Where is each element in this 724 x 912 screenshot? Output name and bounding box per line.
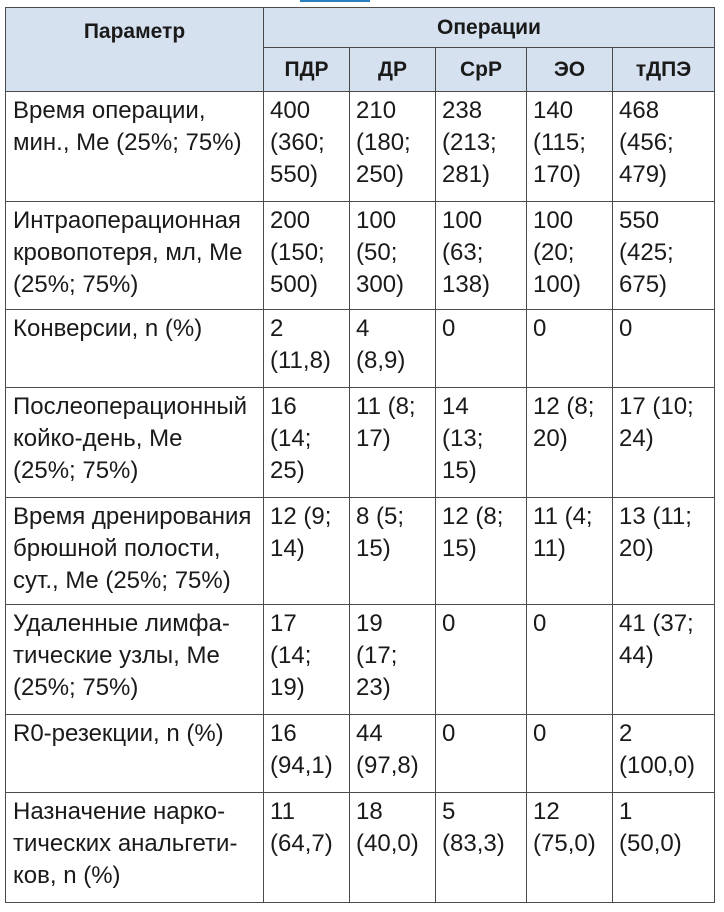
table-cell: 16 (14; 25) bbox=[264, 388, 350, 498]
table-cell: 17 (14; 19) bbox=[264, 604, 350, 714]
table-cell: 200 (150; 500) bbox=[264, 202, 350, 310]
table-row bbox=[6, 388, 715, 498]
table-cell: 41 (37; 44) bbox=[613, 604, 715, 714]
header-operations: Операции bbox=[264, 8, 715, 48]
table-cell: 16 (94,1) bbox=[264, 714, 350, 792]
results-table bbox=[5, 7, 715, 903]
table-row bbox=[6, 202, 715, 310]
table-row bbox=[6, 604, 715, 714]
table-cell: 19 (17; 23) bbox=[350, 604, 436, 714]
row-label: Интраоперационная кровопотеря, мл, Me (25%; 75%) bbox=[6, 202, 264, 310]
table-cell: 210 (180; 250) bbox=[350, 92, 436, 202]
table-cell: 11 (4; 11) bbox=[527, 498, 613, 604]
row-label: Удаленные лимфа- тические узлы, Me (25%; 75%) bbox=[6, 604, 264, 714]
table-cell: 11 (64,7) bbox=[264, 792, 350, 902]
table-cell: 4 (8,9) bbox=[350, 310, 436, 388]
row-label: Время дренирования брюшной полости, сут., Me (25%; 75%) bbox=[6, 498, 264, 604]
header-col-pdr: ПДР bbox=[264, 48, 350, 92]
top-accent-line bbox=[300, 0, 370, 2]
table-cell: 11 (8; 17) bbox=[350, 388, 436, 498]
table-cell: 2 (11,8) bbox=[264, 310, 350, 388]
table-row bbox=[6, 792, 715, 902]
table-row bbox=[6, 92, 715, 202]
table-cell: 13 (11; 20) bbox=[613, 498, 715, 604]
table-cell: 12 (75,0) bbox=[527, 792, 613, 902]
table-cell: 0 bbox=[436, 604, 527, 714]
row-label: R0-резекции, n (%) bbox=[6, 714, 264, 792]
row-label: Конверсии, n (%) bbox=[6, 310, 264, 388]
table-cell: 100 (20; 100) bbox=[527, 202, 613, 310]
table-row bbox=[6, 310, 715, 388]
header-col-srr: СрР bbox=[436, 48, 527, 92]
table-cell: 0 bbox=[436, 310, 527, 388]
table-cell: 12 (8; 15) bbox=[436, 498, 527, 604]
table-cell: 12 (8; 20) bbox=[527, 388, 613, 498]
table-cell: 0 bbox=[527, 604, 613, 714]
table-cell: 1 (50,0) bbox=[613, 792, 715, 902]
header-col-eo: ЭО bbox=[527, 48, 613, 92]
table-cell: 100 (50; 300) bbox=[350, 202, 436, 310]
row-label: Послеоперационный койко-день, Me (25%; 75%) bbox=[6, 388, 264, 498]
table-cell: 100 (63; 138) bbox=[436, 202, 527, 310]
table-cell: 238 (213; 281) bbox=[436, 92, 527, 202]
header-param: Параметр bbox=[6, 8, 264, 92]
header-col-dr: ДР bbox=[350, 48, 436, 92]
table-cell: 18 (40,0) bbox=[350, 792, 436, 902]
table-cell: 14 (13; 15) bbox=[436, 388, 527, 498]
row-label: Назначение нарко- тических анальгети- ков, n (%) bbox=[6, 792, 264, 902]
table-cell: 468 (456; 479) bbox=[613, 92, 715, 202]
header-col-tdpe: тДПЭ bbox=[613, 48, 715, 92]
table-cell: 140 (115; 170) bbox=[527, 92, 613, 202]
table-cell: 0 bbox=[613, 310, 715, 388]
table-row bbox=[6, 498, 715, 604]
table-cell: 5 (83,3) bbox=[436, 792, 527, 902]
table-cell: 2 (100,0) bbox=[613, 714, 715, 792]
table-row bbox=[6, 714, 715, 792]
table-cell: 0 bbox=[527, 310, 613, 388]
table-cell: 400 (360; 550) bbox=[264, 92, 350, 202]
table-cell: 0 bbox=[527, 714, 613, 792]
table-cell: 8 (5; 15) bbox=[350, 498, 436, 604]
table-cell: 44 (97,8) bbox=[350, 714, 436, 792]
table-cell: 12 (9; 14) bbox=[264, 498, 350, 604]
table-cell: 0 bbox=[436, 714, 527, 792]
table-cell: 550 (425; 675) bbox=[613, 202, 715, 310]
row-label: Время операции, мин., Me (25%; 75%) bbox=[6, 92, 264, 202]
table-cell: 17 (10; 24) bbox=[613, 388, 715, 498]
